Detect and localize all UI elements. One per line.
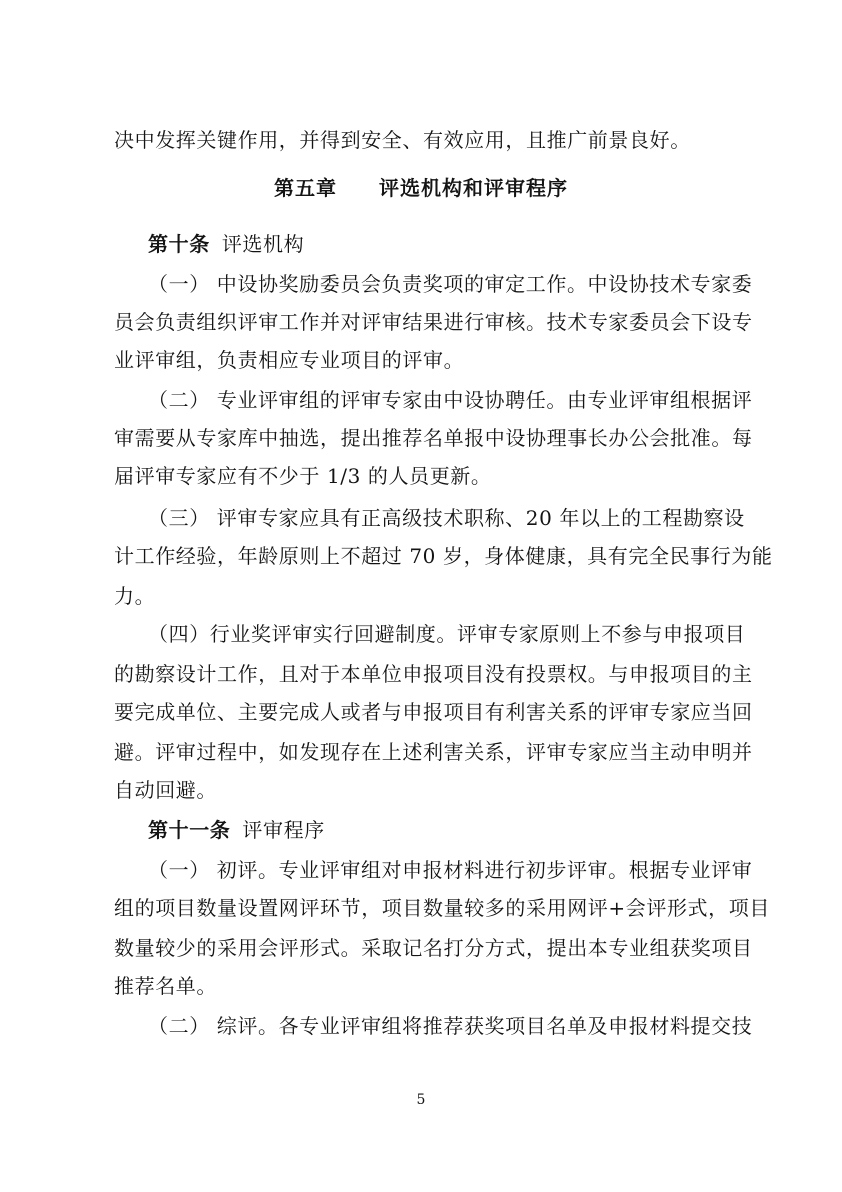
- paragraph-line: （三） 评审专家应具有正高级技术职称、20 年以上的工程勘察设: [148, 506, 745, 530]
- paragraph-line: 组的项目数量设置网评环节，项目数量较多的采用网评+会评形式，项目: [114, 896, 770, 920]
- article-heading-11: [148, 812, 734, 848]
- paragraph-line: 力。: [114, 584, 156, 608]
- paragraph-line: 届评审专家应有不少于 1/3 的人员更新。: [114, 464, 492, 488]
- paragraph-line: （一） 初评。专业评审组对申报材料进行初步评审。根据专业评审: [148, 858, 753, 882]
- paragraph-line: （一） 中设协奖励委员会负责奖项的审定工作。中设协技术专家委: [148, 272, 753, 296]
- body-text-line: 决中发挥关键作用，并得到安全、有效应用，且推广前景良好。: [114, 128, 691, 152]
- paragraph-line: 避。评审过程中，如发现存在上述利害关系，评审专家应当主动申明并: [114, 740, 753, 764]
- paragraph-line: 业评审组，负责相应专业项目的评审。: [114, 348, 465, 372]
- chapter-heading: 第五章 评选机构和评审程序: [274, 176, 568, 200]
- paragraph-line: 要完成单位、主要完成人或者与申报项目有利害关系的评审专家应当回: [114, 700, 753, 724]
- paragraph-line: 计工作经验，年龄原则上不超过 70 岁，身体健康，具有完全民事行为能: [114, 544, 773, 568]
- paragraph-line: （二） 综评。各专业评审组将推荐获奖项目名单及申报材料提交技: [148, 1014, 753, 1038]
- article-heading-10: [148, 226, 734, 262]
- paragraph-line: 自动回避。: [114, 778, 217, 802]
- paragraph-line: 推荐名单。: [114, 974, 217, 998]
- paragraph-line: （二） 专业评审组的评审专家由中设协聘任。由专业评审组根据评: [148, 388, 753, 412]
- paragraph-line: 审需要从专家库中抽选，提出推荐名单报中设协理事长办公会批准。每: [114, 426, 753, 450]
- paragraph-line: 数量较少的采用会评形式。采取记名打分方式，提出本专业组获奖项目: [114, 936, 753, 960]
- paragraph-line: （四）行业奖评审实行回避制度。评审专家原则上不参与申报项目: [148, 622, 746, 646]
- paragraph-line: 的勘察设计工作，且对于本单位申报项目没有投票权。与申报项目的主: [114, 662, 753, 686]
- page-number: 5: [416, 1092, 426, 1108]
- article-number: 第十条: [148, 232, 210, 256]
- paragraph-line: 员会负责组织评审工作并对评审结果进行审核。技术专家委员会下设专: [114, 310, 753, 334]
- article-name: 评审程序: [242, 818, 325, 842]
- article-number: 第十一条: [148, 818, 231, 842]
- article-name: 评选机构: [221, 232, 305, 256]
